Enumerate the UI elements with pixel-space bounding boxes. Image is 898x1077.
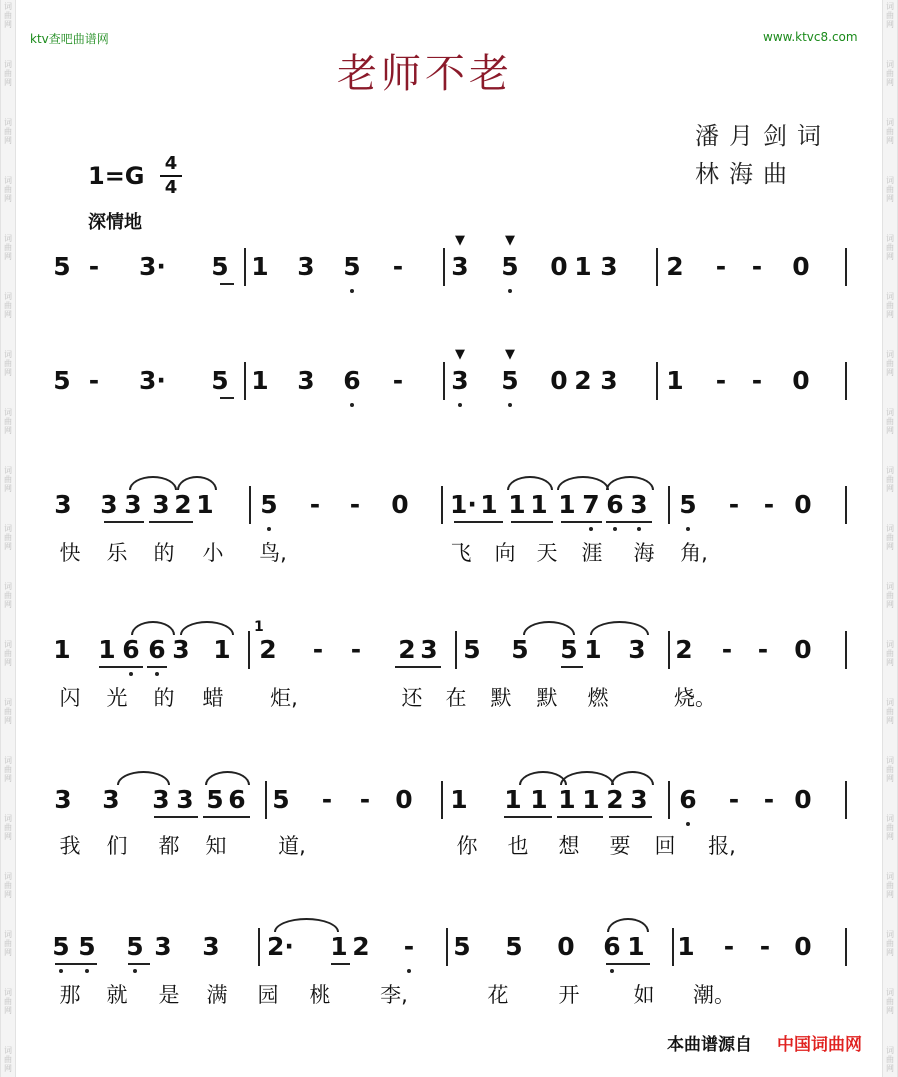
beam-underline — [220, 397, 234, 399]
bar-line — [244, 248, 246, 286]
lyric: 蜡 — [202, 686, 224, 710]
note: 2 — [174, 490, 192, 519]
beam-underline — [504, 816, 552, 818]
note: 3 — [176, 785, 194, 814]
note: 6 — [122, 635, 140, 664]
composer-credit: 林海曲 — [695, 160, 797, 188]
note: 0 — [794, 785, 812, 814]
note: 1· — [450, 490, 477, 519]
volta-bracket: 1 — [254, 619, 264, 635]
note: 3 — [297, 252, 315, 281]
bar-line — [244, 362, 246, 400]
lyric: 花 — [487, 983, 509, 1007]
lyric: 园 — [257, 983, 279, 1007]
lyric: 乐 — [106, 541, 128, 565]
bar-line — [845, 486, 847, 524]
tempo-marking: 深情地 — [88, 212, 142, 233]
watermark-text: 词 曲 网 — [4, 234, 12, 261]
accent-mark: ▼ — [505, 347, 515, 362]
lyric: 在 — [445, 686, 467, 710]
note: - — [88, 252, 100, 281]
note: 5 — [501, 366, 519, 395]
note: - — [392, 252, 404, 281]
note: 5 — [463, 635, 481, 664]
beam-underline — [606, 521, 652, 523]
lyric: 是 — [158, 983, 180, 1007]
octave-dot-below — [458, 403, 462, 407]
note: 3 — [152, 490, 170, 519]
lyric: 道, — [278, 834, 306, 858]
watermark-text: 词 曲 网 — [4, 930, 12, 957]
bar-line — [845, 928, 847, 966]
note: 0 — [794, 932, 812, 961]
octave-dot-below — [686, 822, 690, 826]
note: 3 — [54, 785, 72, 814]
note: 5 — [53, 366, 71, 395]
note: 6 — [679, 785, 697, 814]
note: - — [715, 366, 727, 395]
watermark-text: 词 曲 网 — [886, 988, 894, 1015]
lyric: 回 — [654, 834, 676, 858]
song-title: 老师不老 — [337, 51, 513, 97]
tie-arc — [557, 476, 609, 490]
right-site-label: www.ktvc8.com — [763, 30, 858, 44]
watermark-text: 词 曲 网 — [886, 234, 894, 261]
watermark-text: 词 曲 网 — [886, 176, 894, 203]
bar-line — [265, 781, 267, 819]
watermark-text: 词 曲 网 — [4, 872, 12, 899]
bar-line — [248, 631, 250, 669]
watermark-text: 词 曲 网 — [886, 930, 894, 957]
note: 1 — [196, 490, 214, 519]
bar-line — [258, 928, 260, 966]
note: 3 — [297, 366, 315, 395]
watermark-text: 词 曲 网 — [886, 756, 894, 783]
note: 5 — [126, 932, 144, 961]
note: 0 — [792, 366, 810, 395]
watermark-text: 词 曲 网 — [4, 292, 12, 319]
octave-dot-below — [129, 672, 133, 676]
note: 5 — [260, 490, 278, 519]
beam-underline — [147, 666, 167, 668]
note: 3· — [139, 366, 166, 395]
bar-line — [455, 631, 457, 669]
lyric: 燃 — [587, 686, 609, 710]
footer-source-site: 中国词曲网 — [777, 1035, 862, 1055]
lyric: 我 — [59, 834, 81, 858]
watermark-text: 词 曲 网 — [886, 872, 894, 899]
note: 1 — [251, 252, 269, 281]
watermark-text: 词 曲 网 — [4, 1046, 12, 1073]
note: - — [350, 635, 362, 664]
note: - — [321, 785, 333, 814]
note: 3 — [154, 932, 172, 961]
note: 3 — [124, 490, 142, 519]
note: 0 — [391, 490, 409, 519]
octave-dot-below — [350, 403, 354, 407]
lyric: 们 — [106, 834, 128, 858]
note: 2 — [606, 785, 624, 814]
tie-arc — [274, 918, 339, 932]
lyric: 桃 — [309, 983, 331, 1007]
note: 1 — [582, 785, 600, 814]
note: 1 — [480, 490, 498, 519]
note: 1 — [627, 932, 645, 961]
watermark-text: 词 曲 网 — [4, 988, 12, 1015]
note: 1 — [330, 932, 348, 961]
note: 0 — [794, 490, 812, 519]
watermark-text: 词 曲 网 — [4, 176, 12, 203]
lyric: 的 — [153, 686, 175, 710]
note: 0 — [550, 366, 568, 395]
tie-arc — [117, 771, 170, 785]
note: 1 — [251, 366, 269, 395]
note: 0 — [550, 252, 568, 281]
tie-arc — [606, 476, 654, 490]
watermark-text: 词 曲 网 — [886, 118, 894, 145]
beam-underline — [220, 283, 234, 285]
octave-dot-below — [59, 969, 63, 973]
note: 2· — [267, 932, 294, 961]
note: 5 — [78, 932, 96, 961]
bar-line — [441, 781, 443, 819]
bar-line — [672, 928, 674, 966]
watermark-text: 词 曲 网 — [4, 118, 12, 145]
lyric: 默 — [536, 686, 558, 710]
accent-mark: ▼ — [455, 347, 465, 362]
lyric: 闪 — [59, 686, 81, 710]
bar-line — [443, 248, 445, 286]
note: 2 — [259, 635, 277, 664]
note: 2 — [398, 635, 416, 664]
octave-dot-below — [589, 527, 593, 531]
note: 1 — [213, 635, 231, 664]
lyric: 李, — [380, 983, 408, 1007]
note: - — [403, 932, 415, 961]
beam-underline — [606, 963, 650, 965]
lyric: 那 — [59, 983, 81, 1007]
lyric: 知 — [205, 834, 227, 858]
note: 1 — [53, 635, 71, 664]
bar-line — [668, 486, 670, 524]
note: - — [715, 252, 727, 281]
lyric: 鸟, — [259, 541, 287, 565]
beam-underline — [149, 521, 193, 523]
lyric: 涯 — [581, 541, 603, 565]
watermark-text: 词 曲 网 — [886, 814, 894, 841]
octave-dot-below — [637, 527, 641, 531]
watermark-text: 词 曲 网 — [4, 698, 12, 725]
note: 3· — [139, 252, 166, 281]
watermark-text: 词 曲 网 — [886, 698, 894, 725]
accent-mark: ▼ — [455, 233, 465, 248]
note: 1 — [558, 490, 576, 519]
octave-dot-below — [267, 527, 271, 531]
note: 1 — [584, 635, 602, 664]
note: 0 — [557, 932, 575, 961]
octave-dot-below — [610, 969, 614, 973]
note: 3 — [420, 635, 438, 664]
note: - — [392, 366, 404, 395]
left-watermark-strip — [0, 0, 16, 1077]
watermark-text: 词 曲 网 — [886, 408, 894, 435]
bar-line — [845, 362, 847, 400]
watermark-text: 词 曲 网 — [4, 814, 12, 841]
octave-dot-below — [85, 969, 89, 973]
note: 3 — [600, 252, 618, 281]
beam-underline — [331, 963, 350, 965]
note: - — [759, 932, 771, 961]
watermark-text: 词 曲 网 — [886, 640, 894, 667]
tie-arc — [131, 621, 175, 635]
watermark-text: 词 曲 网 — [886, 524, 894, 551]
note: - — [757, 635, 769, 664]
note: - — [723, 932, 735, 961]
note: - — [751, 252, 763, 281]
note: 1 — [450, 785, 468, 814]
note: 3 — [600, 366, 618, 395]
time-signature-bottom: 4 — [164, 177, 178, 198]
note: 1 — [508, 490, 526, 519]
note: - — [309, 490, 321, 519]
lyric: 满 — [206, 983, 228, 1007]
lyric: 报, — [708, 834, 736, 858]
beam-underline — [395, 666, 441, 668]
lyric: 都 — [158, 834, 180, 858]
lyric: 潮。 — [693, 983, 735, 1007]
bar-line — [443, 362, 445, 400]
octave-dot-below — [686, 527, 690, 531]
watermark-text: 词 曲 网 — [4, 2, 12, 29]
note: 5 — [53, 252, 71, 281]
watermark-text: 词 曲 网 — [4, 640, 12, 667]
beam-underline — [561, 666, 583, 668]
note: 5 — [211, 366, 229, 395]
note: 5 — [272, 785, 290, 814]
left-site-label: ktv查吧曲谱网 — [30, 32, 109, 46]
note: - — [763, 490, 775, 519]
lyric: 开 — [558, 983, 580, 1007]
note: 3 — [172, 635, 190, 664]
octave-dot-below — [508, 289, 512, 293]
watermark-text: 词 曲 网 — [886, 350, 894, 377]
note: 3 — [451, 366, 469, 395]
time-signature — [160, 154, 182, 198]
lyric: 烧。 — [674, 686, 716, 710]
beam-underline — [557, 816, 603, 818]
beam-underline — [99, 666, 143, 668]
octave-dot-below — [133, 969, 137, 973]
note: 3 — [100, 490, 118, 519]
note: 1 — [558, 785, 576, 814]
watermark-text: 词 曲 网 — [4, 466, 12, 493]
watermark-text: 词 曲 网 — [886, 292, 894, 319]
watermark-text: 词 曲 网 — [886, 582, 894, 609]
note: 6 — [603, 932, 621, 961]
lyric: 飞 — [450, 541, 472, 565]
beam-underline — [104, 521, 144, 523]
tie-arc — [611, 771, 654, 785]
beam-underline — [511, 521, 553, 523]
footer-source-label: 本曲谱源自 — [667, 1035, 752, 1055]
note: 5 — [206, 785, 224, 814]
lyric: 你 — [456, 834, 478, 858]
note: 3 — [152, 785, 170, 814]
bar-line — [845, 781, 847, 819]
note: 5 — [453, 932, 471, 961]
note: 0 — [794, 635, 812, 664]
time-signature-top: 4 — [164, 153, 178, 174]
tie-arc — [507, 476, 553, 490]
note: 5 — [560, 635, 578, 664]
note: 1 — [530, 490, 548, 519]
note: - — [312, 635, 324, 664]
tie-arc — [180, 621, 234, 635]
tie-arc — [129, 476, 177, 490]
note: 6 — [148, 635, 166, 664]
note: 1 — [504, 785, 522, 814]
octave-dot-below — [508, 403, 512, 407]
note: - — [751, 366, 763, 395]
lyric: 快 — [59, 541, 81, 565]
octave-dot-below — [407, 969, 411, 973]
note: - — [88, 366, 100, 395]
accent-mark: ▼ — [505, 233, 515, 248]
beam-underline — [203, 816, 250, 818]
watermark-text: 词 曲 网 — [4, 350, 12, 377]
note: 5 — [505, 932, 523, 961]
beam-underline — [55, 963, 97, 965]
bar-line — [249, 486, 251, 524]
note: 1 — [98, 635, 116, 664]
note: 3 — [628, 635, 646, 664]
lyric: 天 — [536, 541, 558, 565]
note: 3 — [102, 785, 120, 814]
note: 1 — [666, 366, 684, 395]
beam-underline — [561, 521, 602, 523]
note: 1 — [677, 932, 695, 961]
beam-underline — [154, 816, 198, 818]
beam-underline — [454, 521, 503, 523]
watermark-text: 词 曲 网 — [4, 60, 12, 87]
note: 3 — [451, 252, 469, 281]
note: 2 — [352, 932, 370, 961]
tie-arc — [607, 918, 649, 932]
note: 6 — [343, 366, 361, 395]
bar-line — [845, 631, 847, 669]
note: 5 — [343, 252, 361, 281]
lyricist-credit: 潘月剑词 — [695, 122, 831, 150]
bar-line — [668, 781, 670, 819]
note: - — [763, 785, 775, 814]
note: 3 — [630, 785, 648, 814]
watermark-text: 词 曲 网 — [886, 466, 894, 493]
note: 5 — [52, 932, 70, 961]
lyric: 要 — [609, 834, 631, 858]
bar-line — [446, 928, 448, 966]
right-watermark-strip — [882, 0, 898, 1077]
note: - — [359, 785, 371, 814]
note: 7 — [582, 490, 600, 519]
note: 2 — [675, 635, 693, 664]
lyric: 想 — [558, 834, 580, 858]
lyric: 就 — [106, 983, 128, 1007]
note: 1 — [530, 785, 548, 814]
octave-dot-below — [155, 672, 159, 676]
note: 5 — [211, 252, 229, 281]
tie-arc — [590, 621, 649, 635]
note: 5 — [501, 252, 519, 281]
tie-arc — [523, 621, 575, 635]
watermark-text: 词 曲 网 — [886, 2, 894, 29]
lyric: 炬, — [270, 686, 298, 710]
note: 6 — [228, 785, 246, 814]
watermark-text: 词 曲 网 — [886, 60, 894, 87]
note: 3 — [630, 490, 648, 519]
note: - — [721, 635, 733, 664]
note: 5 — [511, 635, 529, 664]
tie-arc — [205, 771, 250, 785]
note: 3 — [202, 932, 220, 961]
note: - — [728, 490, 740, 519]
lyric: 的 — [153, 541, 175, 565]
note: 1 — [574, 252, 592, 281]
note: - — [349, 490, 361, 519]
watermark-text: 词 曲 网 — [4, 408, 12, 435]
note: 3 — [54, 490, 72, 519]
beam-underline — [128, 963, 150, 965]
tie-arc — [560, 771, 614, 785]
lyric: 角, — [680, 541, 708, 565]
watermark-text: 词 曲 网 — [4, 524, 12, 551]
lyric: 也 — [507, 834, 529, 858]
note: 6 — [606, 490, 624, 519]
beam-underline — [609, 816, 652, 818]
lyric: 向 — [494, 541, 516, 565]
lyric: 海 — [633, 541, 655, 565]
octave-dot-below — [350, 289, 354, 293]
note: - — [728, 785, 740, 814]
note: 2 — [666, 252, 684, 281]
note: 2 — [574, 366, 592, 395]
key-signature: 1=G — [88, 162, 145, 190]
lyric: 如 — [633, 983, 655, 1007]
bar-line — [441, 486, 443, 524]
bar-line — [656, 248, 658, 286]
watermark-text: 词 曲 网 — [4, 582, 12, 609]
watermark-text: 词 曲 网 — [886, 1046, 894, 1073]
bar-line — [845, 248, 847, 286]
watermark-text: 词 曲 网 — [4, 756, 12, 783]
bar-line — [656, 362, 658, 400]
tie-arc — [177, 476, 217, 490]
note: 5 — [679, 490, 697, 519]
lyric: 还 — [401, 686, 423, 710]
octave-dot-below — [613, 527, 617, 531]
bar-line — [668, 631, 670, 669]
note: 0 — [792, 252, 810, 281]
note: 0 — [395, 785, 413, 814]
lyric: 小 — [202, 541, 224, 565]
lyric: 默 — [490, 686, 512, 710]
lyric: 光 — [106, 686, 128, 710]
